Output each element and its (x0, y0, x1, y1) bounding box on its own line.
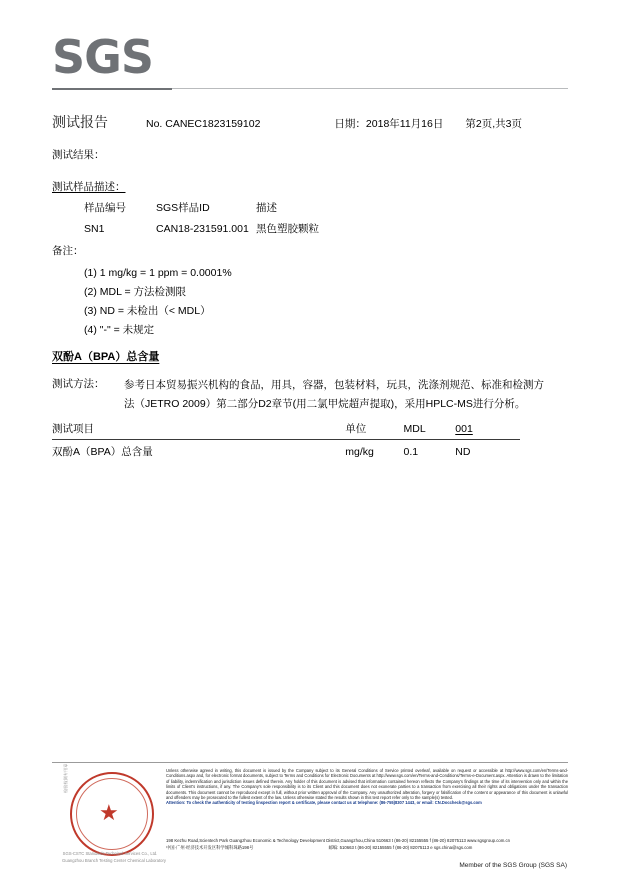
cell-description: 黑色塑胶颗粒 (256, 223, 319, 235)
section-heading-bpa: 双酚A（BPA）总含量 (52, 351, 160, 363)
footer-disclaimer-text: Unless otherwise agreed in writing, this document is issued by the Company subject to its General Conditions of Service printed overleaf, available on request or accessible at http://www.sgs.com/en/Terms-and-Conditions.aspx and, for electronic format documents, subject to Terms and Conditions for Electronic Documents at http://www.sgs.com/en/Terms-and-Conditions/Terms-e-Document.aspx. Attention is drawn to the limitation of liability, indemnification and jurisdiction issues defined therein. Any holder of this document is advised that information contained hereon reflects the Company's findings at the time of its intervention only and within the limits of Client's instructions, if any. The Company's sole responsibility is to its Client and this document does not exonerate parties to a transaction from exercising all their rights and obligations under the transaction documents. This document cannot be reproduced except in full, without prior written approval of the Company. Any unauthorized alteration, forgery or falsification of the content or appearance of this document is unlawful and offenders may be prosecuted to the fullest extent of the law. Unless otherwise stated the results shown in this test report refer only to the sample(s) tested. (166, 768, 568, 801)
company-seal-stamp (62, 763, 166, 864)
column-header-unit: 单位 (345, 421, 403, 440)
column-header-sample-001: 001 (455, 421, 520, 440)
seal-caption-line1: SGS-CSTC Standards Technical Services Co., Ltd. (62, 851, 158, 856)
test-result-table (52, 421, 520, 459)
column-header-description: 描述 (256, 202, 277, 214)
footer-attention-text[interactable]: Attention: To check the authenticity of testing /inspection report & certificate, please contact us at telephone: (86-755)8307 1443, or email: CN.Doccheck@sgs.com (166, 800, 482, 806)
cell-unit: mg/kg (345, 445, 374, 458)
footer-divider (52, 762, 568, 763)
report-date: 日期：2018年11月16日 (334, 118, 444, 130)
column-header-sgs-sample-id: SGS样品ID (156, 202, 210, 214)
cell-mdl: 0.1 (403, 445, 419, 458)
sample-description-table (84, 200, 319, 236)
table-header-row (84, 200, 319, 221)
cell-sample-no: SN1 (84, 222, 105, 235)
test-method-text: 参考日本贸易振兴机构的食品，用具，容器，包装材料，玩具，洗涤剂规范、标准和检测方法（JETRO 2009）第二部分D2章节(用二氯甲烷超声提取)，采用HPLC-MS进行分析。 (124, 379, 544, 410)
table-row (84, 221, 319, 236)
seal-side-caption: 检验检测专用章 (63, 763, 68, 793)
sgs-logo-text: SGS (52, 30, 154, 84)
footer-address-en: 198 Kezhu Road,Scientech Park Guangzhou Economic & Technology Development District,Guangzhou,China 510663 t (86-20) 82155555 f (86-20) 82075113 www.sgsgroup.com.cn (166, 838, 511, 843)
table-header-row (52, 421, 520, 440)
seal-caption-line2: Guangzhou Branch Testing Center Chemical Laboratory (62, 858, 166, 863)
footer-disclaimer-block (166, 768, 568, 806)
remarks-label: 备注： (52, 245, 84, 257)
column-header-test-item: 测试项目 (52, 421, 345, 440)
list-item: (3) ND = 未检出（< MDL） (84, 305, 211, 317)
sgs-logo (52, 30, 172, 84)
star-icon: ★ (99, 800, 119, 825)
column-header-sample-no: 样品编号 (84, 202, 126, 214)
column-header-mdl: MDL (404, 421, 456, 440)
remarks-list (84, 264, 232, 340)
test-method-label: 测试方法： (52, 378, 105, 390)
footer-address-cn-row (166, 844, 568, 851)
footer-member-text: Member of the SGS Group (SGS SA) (459, 862, 567, 869)
list-item: (1) 1 mg/kg = 1 ppm = 0.0001% (84, 267, 232, 279)
sample-description-label: 测试样品描述： (52, 181, 126, 193)
page-title: 测试报告 (52, 114, 108, 130)
list-item: (4) "-" = 未规定 (84, 324, 155, 336)
footer-address-cn: 中国·广州·经济技术开发区科学城科珠路198号 (166, 845, 254, 850)
footer-address-cn-tail: 邮编: 510663 t (86-20) 82155555 f (86-20) 82075113 e sgs.china@sgs.com (328, 845, 473, 850)
cell-sgs-sample-id: CAN18-231591.001 (156, 222, 249, 235)
list-item: (2) MDL = 方法检测限 (84, 286, 186, 298)
cell-test-item: 双酚A（BPA）总含量 (52, 446, 153, 458)
table-row (52, 440, 520, 460)
report-reference-number: No. CANEC1823159102 (146, 118, 261, 130)
test-results-label: 测试结果： (52, 149, 105, 161)
title-row (52, 112, 568, 132)
cell-result-001: ND (455, 445, 471, 458)
page-number: 第2页,共3页 (465, 118, 522, 130)
header-divider-dark (52, 88, 172, 90)
footer-address-block (166, 837, 568, 851)
